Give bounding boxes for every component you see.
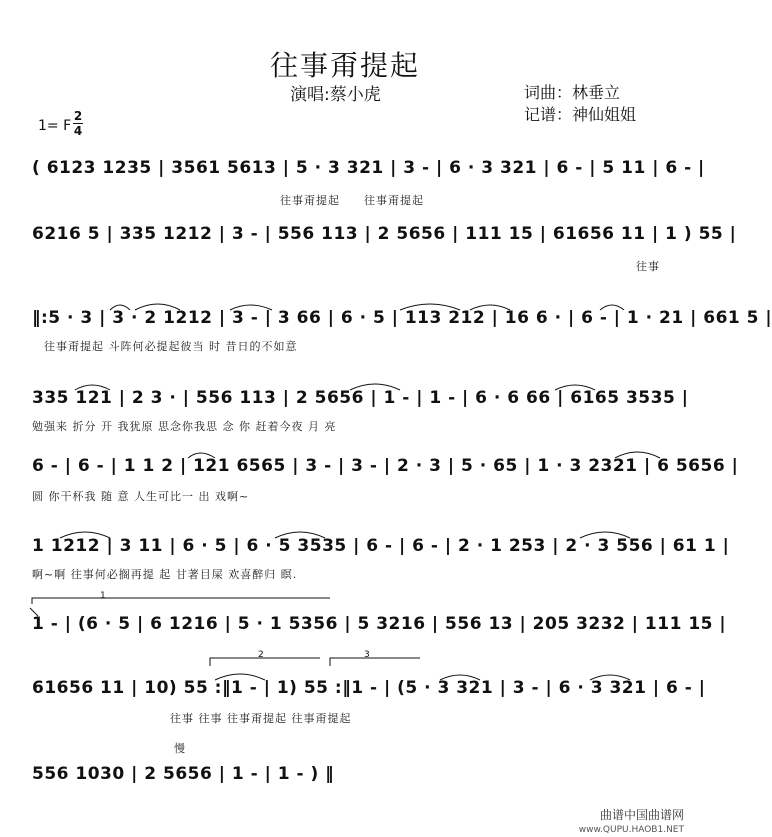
lyrics-row-1: 往事甭提起 往事甭提起 xyxy=(280,194,424,207)
volta-1-label: 1 xyxy=(100,591,106,601)
slur xyxy=(75,385,110,390)
volta-bracket-3 xyxy=(330,658,420,666)
notation-row-9: 556 1030 | 2 5656 | 1 - | 1 - ) ‖ xyxy=(32,764,335,784)
lyrics-row-5: 圆 你干杯我 随 意 人生可比一 出 戏啊~ xyxy=(32,490,250,503)
volta-3-label: 3 xyxy=(364,650,370,660)
watermark-site: 曲谱中国曲谱网 xyxy=(599,808,684,822)
slur xyxy=(580,532,630,538)
slurs xyxy=(30,304,660,680)
slur xyxy=(350,384,400,390)
lyrics-row-6: 啊~啊 往事何必搁再提 起 甘著目屎 欢喜醉归 瞑. xyxy=(32,568,298,581)
volta-bracket-1 xyxy=(32,598,330,604)
slur xyxy=(110,305,130,310)
slur xyxy=(470,305,510,310)
slur xyxy=(60,532,110,538)
notation-row-2: 6216 5 | 335 1212 | 3 - | 556 113 | 2 5656 | 111 15 | 61656 11 | 1 ) 55 | xyxy=(32,224,737,244)
slur xyxy=(615,452,660,458)
slur xyxy=(590,675,630,680)
slur xyxy=(555,385,595,390)
slur xyxy=(230,305,272,310)
notation-row-5: 6 - | 6 - | 1 1 2 | 121 6565 | 3 - | 3 - | 2 · 3 | 5 · 65 | 1 · 3 2321 | 6 5656 | xyxy=(32,456,739,476)
lyricist-composer-credit: 词曲：林垂立 xyxy=(524,83,621,102)
notation-row-4: 335 121 | 2 3 · | 556 113 | 2 5656 | 1 - | 1 - | 6 · 6 66 | 6165 3535 | xyxy=(32,388,689,408)
notation-row-3: ‖:5 · 3 | 3 · 2 1212 | 3 - | 3 66 | 6 · 5 | 113 212 | 16 6 · | 6 - | 1 · 21 | 661 5 | xyxy=(32,308,772,328)
volta-brackets xyxy=(32,598,420,666)
slur xyxy=(135,304,180,310)
lyrics-row-8: 往事 往事 往事甭提起 往事甭提起 xyxy=(170,712,352,725)
slur xyxy=(400,304,460,310)
slur xyxy=(600,305,624,310)
singer-credit: 演唱:蔡小虎 xyxy=(290,85,381,105)
notation-row-1: ( 6123 1235 | 3561 5613 | 5 · 3 321 | 3 - | 6 · 3 321 | 6 - | 5 11 | 6 - | xyxy=(32,158,705,178)
lyrics-row-4: 勉强来 折分 开 我犹原 思念你我思 念 你 赶着今夜 月 亮 xyxy=(32,420,337,433)
song-title: 往事甭提起 xyxy=(269,49,420,82)
volta-2-label: 2 xyxy=(258,650,264,660)
key-signature: 1= F xyxy=(38,118,72,134)
slur xyxy=(188,453,215,458)
slur xyxy=(440,675,480,680)
transcriber-credit: 记谱：神仙姐姐 xyxy=(524,105,637,124)
slur xyxy=(30,608,38,616)
watermark-url: www.QUPU.HAOB1.NET xyxy=(578,825,684,835)
lyrics-row-3: 往事甭提起 斗阵何必提起彼当 时 昔日的不如意 xyxy=(44,340,298,353)
time-signature-bottom: 4 xyxy=(73,124,83,138)
tempo-marking: 慢 xyxy=(174,742,186,755)
notation-row-6: 1 1212 | 3 11 | 6 · 5 | 6 · 5 3535 | 6 - | 6 - | 2 · 1 253 | 2 · 3 556 | 61 1 | xyxy=(32,536,730,556)
time-signature-top: 2 xyxy=(73,109,83,123)
notation-row-7: 1 - | (6 · 5 | 6 1216 | 5 · 1 5356 | 5 3216 | 556 13 | 205 3232 | 111 15 | xyxy=(32,614,727,634)
slur xyxy=(215,674,265,680)
volta-bracket-2 xyxy=(210,658,320,666)
lyrics-row-2: 往事 xyxy=(636,260,660,273)
notation-row-8: 61656 11 | 10) 55 :‖1 - | 1) 55 :‖1 - | (5 · 3 321 | 3 - | 6 · 3 321 | 6 - | xyxy=(32,678,706,698)
slur xyxy=(275,532,325,538)
